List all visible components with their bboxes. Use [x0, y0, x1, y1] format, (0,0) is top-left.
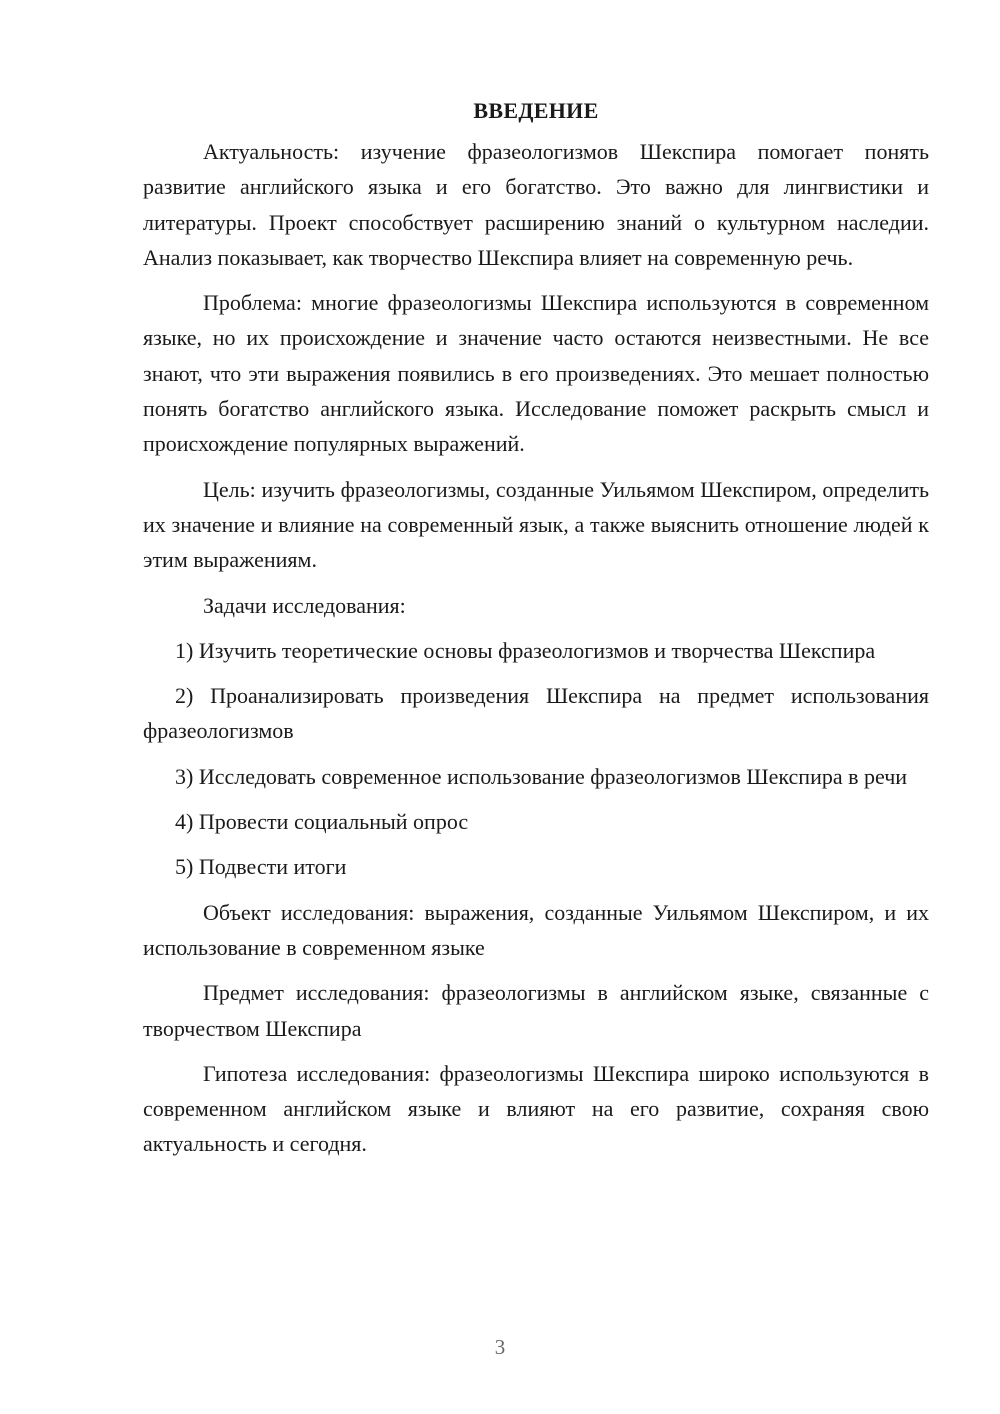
problem-paragraph: Проблема: многие фразеологизмы Шекспира используются в современном языке, но их происхождение и значение часто остаются неизвестными. Не все знают, что эти выражения появились в его произведениях. Это мешает полностью понять богатство английского языка. Исследование поможет раскрыть смысл и происхождение популярных выражений.: [143, 290, 929, 457]
tasks-heading: Задачи исследования:: [203, 592, 406, 618]
goal-paragraph: Цель: изучить фразеологизмы, созданные Уильямом Шекспиром, определить их значение и влияние на современный язык, а также выяснить отношение людей к этим выражениям.: [143, 476, 929, 573]
task-item-1: 1) Изучить теоретические основы фразеологизмов и творчества Шекспира: [175, 637, 876, 663]
page-number: 3: [494, 1335, 506, 1359]
section-title: ВВЕДЕНИЕ: [473, 98, 599, 123]
relevance-paragraph: Актуальность: изучение фразеологизмов Шекспира помогает понять развитие английского языка и его богатство. Это важно для лингвистики и литературы. Проект способствует расширению знаний о культурном наследии. Анализ показывает, как творчество Шекспира влияет на современную речь.: [143, 139, 929, 270]
subject-paragraph: Предмет исследования: фразеологизмы в английском языке, связанные с творчеством Шекспира: [143, 980, 929, 1041]
object-paragraph: Объект исследования: выражения, созданные Уильямом Шекспиром, и их использование в современном языке: [143, 899, 929, 960]
task-item-4: 4) Провести социальный опрос: [175, 809, 469, 835]
document-page: [143, 96, 929, 1162]
task-item-5: 5) Подвести итоги: [175, 854, 347, 880]
task-item-3: 3) Исследовать современное использование фразеологизмов Шекспира в речи: [175, 763, 908, 789]
hypothesis-paragraph: Гипотеза исследования: фразеологизмы Шекспира широко используются в современном английском языке и влияют на его развитие, сохраняя свою актуальность и сегодня.: [143, 1060, 929, 1157]
task-item-2: 2) Проанализировать произведения Шекспира на предмет использования фразеологизмов: [143, 683, 929, 744]
